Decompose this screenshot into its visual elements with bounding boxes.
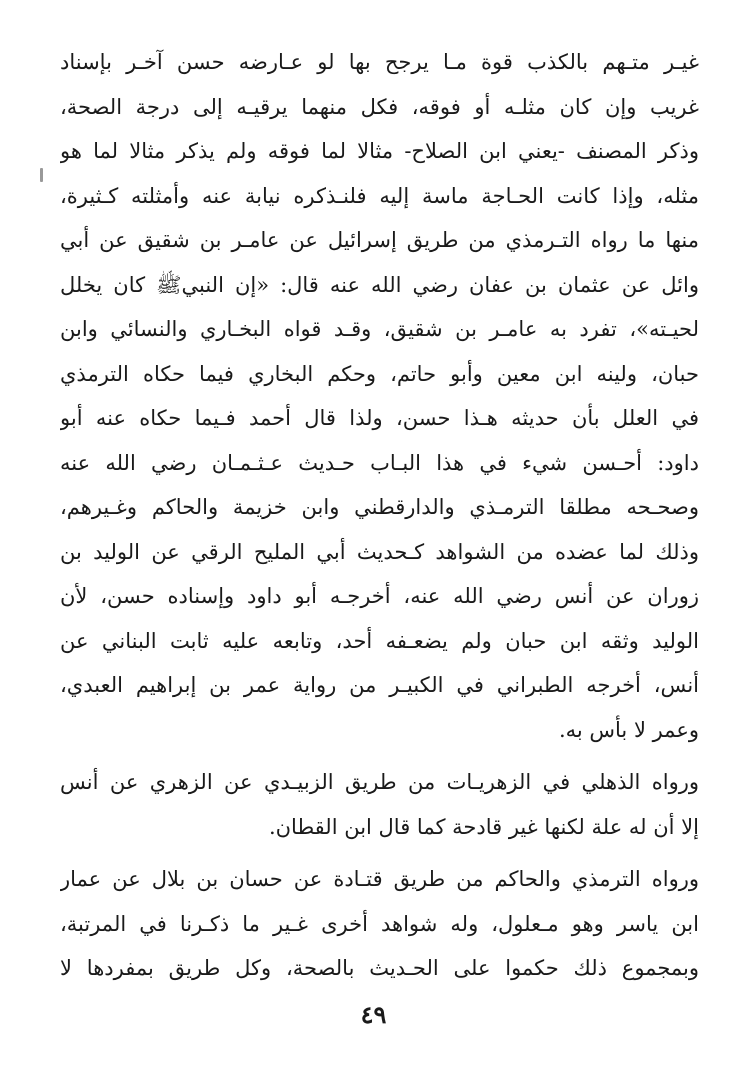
text-line: وعمر لا بأس به. bbox=[558, 717, 699, 742]
paragraph-2 bbox=[60, 760, 699, 849]
page-number: ٤٩ bbox=[360, 1000, 387, 1029]
text-line: غيـر متـهم بالكذب قوة مـا يرجح بها لو عـارضه حسن آخـر بإسناد bbox=[60, 50, 699, 74]
text-line: أنس، أخرجه الطبراني في الكبيـر من رواية عمر بن إبراهيم العبدي، bbox=[60, 673, 699, 697]
text-line: الوليد وثقه ابن حبان ولم يضعـفه أحد، وتابعه عليه ثابت البناني عن bbox=[60, 628, 699, 653]
text-line: ورواه الذهلي في الزهريـات من طريق الزبيـدي عن الزهري عن أنس bbox=[60, 770, 699, 794]
paragraph-gap bbox=[60, 752, 699, 760]
text-line: وذكر المصنف -يعني ابن الصلاح- مثالا لما فوقه ولم يذكر مثالا لما هو bbox=[60, 139, 699, 163]
text-line: غريب وإن كان مثلـه أو فوقه، فكل منهما يرقيـه إلى درجة الصحة، bbox=[60, 94, 699, 119]
text-line: زوران عن أنس رضي الله عنه، أخرجـه أبو داود وإسناده حسن، لأن bbox=[60, 584, 699, 608]
text-line: إلا أن له علة لكنها غير قادحة كما قال ابن القطان. bbox=[268, 814, 699, 839]
margin-mark bbox=[40, 168, 43, 182]
text-line: ابن ياسر وهو مـعلول، وله شواهد أخرى غـير ما ذكـرنا في المرتبة، bbox=[60, 911, 699, 936]
text-line: وذلك لما عضده من الشواهد كـحديث أبي المليح الرقي عن الوليد بن bbox=[60, 539, 699, 564]
text-line: منها ما رواه التـرمذي من طريق إسرائيل عن عامـر بن شقيق عن أبي bbox=[60, 228, 699, 252]
paragraph-1 bbox=[60, 40, 699, 752]
text-line: ورواه الترمذي والحاكم من طريق قتـادة عن حسان بن بلال عن عمار bbox=[60, 867, 699, 891]
body-text bbox=[60, 40, 699, 991]
text-line: وائل عن عثمان بن عفان رضي الله عنه قال: «إن النبيﷺ كان يخلل bbox=[60, 272, 699, 297]
text-line: وصحـحه مطلقا الترمـذي والدارقطني وابن خزيمة والحاكم وغـيرهم، bbox=[60, 495, 699, 519]
paragraph-gap bbox=[60, 849, 699, 857]
paragraph-3 bbox=[60, 857, 699, 991]
text-line: لحيـته»، تفرد به عامـر بن شقيق، وقـد قواه البخـاري والنسائي وابن bbox=[60, 317, 699, 341]
text-line: حبان، ولينه ابن معين وأبو حاتم، وحكم البخاري فيما حكاه الترمذي bbox=[60, 361, 699, 386]
text-line: مثله، وإذا كانت الحـاجة ماسة إليه فلنـذكره نيابة عنه وأمثلته كـثيرة، bbox=[60, 183, 699, 208]
text-line: داود: أحـسن شيء في هذا البـاب حـديث عـثـمـان رضي الله عنه bbox=[60, 450, 699, 475]
text-line: في العلل بأن حديثه هـذا حسن، ولذا قال أحمد فـيما حكاه عنه أبو bbox=[60, 406, 699, 430]
text-line: وبمجموع ذلك حكموا على الحـديث بالصحة، وكل طريق بمفردها لا bbox=[60, 956, 699, 980]
